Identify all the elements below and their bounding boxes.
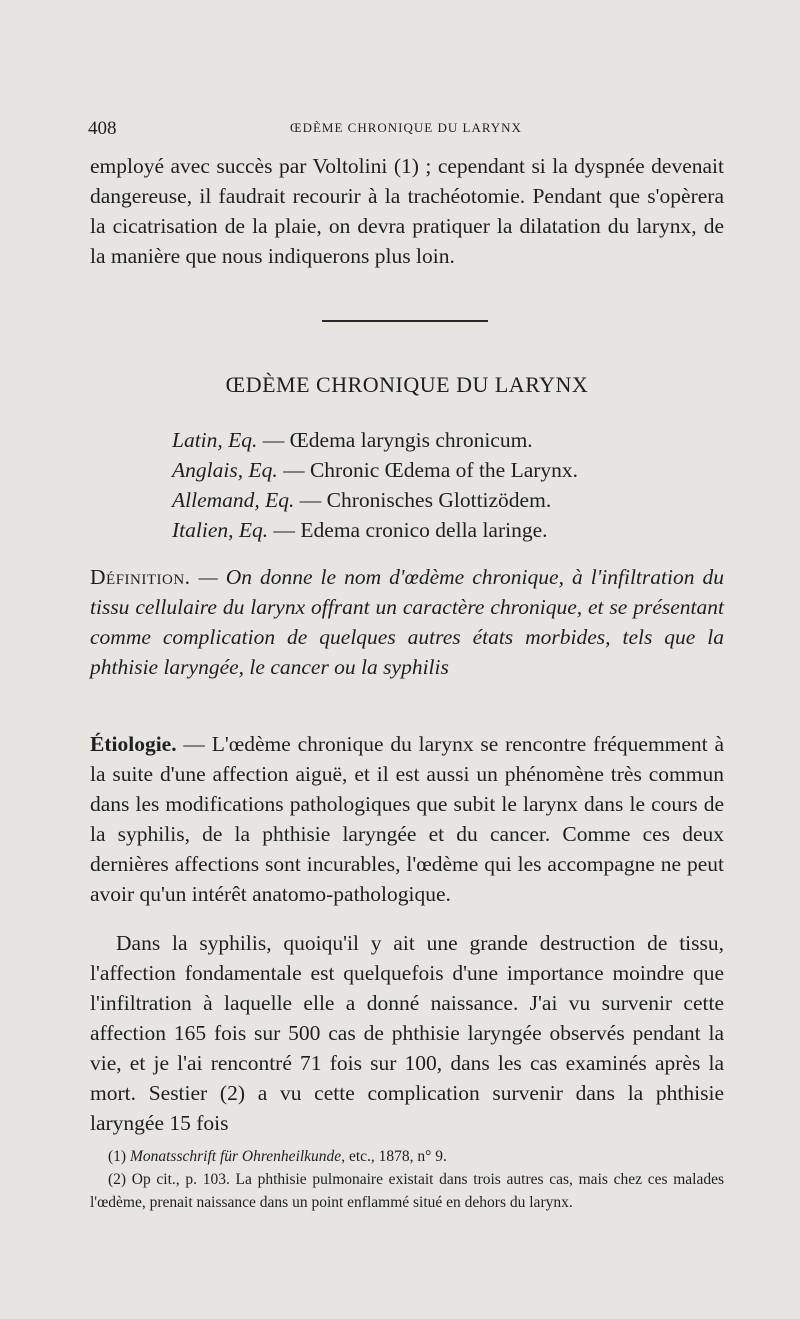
etiology-label: Étiologie. (90, 732, 177, 756)
footnote-text: , etc., 1878, n° 9. (341, 1148, 447, 1165)
synonym-german (172, 485, 732, 515)
synonym-english (172, 455, 732, 485)
synonym-term: — Edema cronico della laringe. (268, 518, 548, 542)
synonyms-list (172, 425, 732, 545)
footnote-1 (90, 1145, 724, 1168)
footnote-text: Op cit., p. 103. La phthisie pulmonaire existait dans trois autres cas, mais chez ces malades l'œdème, prenait naissance dans un point enflammé situé en dehors du larynx. (90, 1171, 724, 1211)
page-number: 408 (88, 118, 117, 139)
syphilis-paragraph: Dans la syphilis, quoiqu'il y ait une grande destruction de tissu, l'affection fondamentale est quelquefois d'une importance moindre que l'infiltration à laquelle elle a donné naissance. J'ai vu survenir cette affection 165 fois sur 500 cas de phthisie laryngée observés pendant la vie, et je l'ai rencontré 71 fois sur 100, dans les cas examinés après la mort. Sestier (2) a vu cette complication survenir dans la phthisie laryngée 15 fois (90, 931, 724, 1135)
footnote-title: Monatsschrift für Ohrenheilkunde (129, 1148, 342, 1165)
etiology-paragraph (90, 729, 724, 909)
synonym-term: — Chronisches Glottizödem. (294, 488, 552, 512)
synonym-term: — Œdema laryngis chronicum. (257, 428, 533, 452)
footnote-mark: (1) (108, 1148, 130, 1165)
etiology-text: — L'œdème chronique du larynx se rencontre fréquemment à la suite d'une affection aiguë, et il est aussi un phénomène très commun dans les modifications pathologiques que subit le larynx dans le cours de la syphilis, de la phthisie laryngée et du cancer. Comme ces deux dernières affections sont incurables, l'œdème qui les accompagne ne peut avoir qu'un intérêt anatomo-pathologique. (90, 732, 724, 906)
synonym-language: Allemand, Eq. (172, 488, 295, 512)
footnotes (90, 1145, 724, 1214)
synonym-language: Italien, Eq. (172, 518, 269, 542)
synonym-latin (172, 425, 732, 455)
synonym-term: — Chronic Œdema of the Larynx. (277, 458, 579, 482)
definition-label: Définition. (90, 565, 191, 589)
paragraph-continuation: employé avec succès par Voltolini (1) ; cependant si la dyspnée devenait dangereuse, il faudrait recourir à la trachéotomie. Pendant que s'opèrera la cicatrisation de la plaie, on devra pratiquer la dilatation du larynx, de la manière que nous indiquerons plus loin. (90, 154, 724, 268)
section-title: ŒDÈME CHRONIQUE DU LARYNX (225, 372, 589, 397)
page-header (88, 118, 724, 138)
synonym-language: Latin, Eq. (172, 428, 258, 452)
synonym-language: Anglais, Eq. (172, 458, 278, 482)
section-divider (322, 320, 488, 322)
footnote-2 (90, 1168, 724, 1214)
definition-paragraph (90, 562, 724, 682)
synonym-italian (172, 515, 732, 545)
running-head: ŒDÈME CHRONIQUE DU LARYNX (290, 120, 522, 135)
footnote-mark: (2) (108, 1171, 132, 1188)
definition-text: — On donne le nom d'œdème chronique, à l'infiltration du tissu cellulaire du larynx offrant un caractère chronique, et se présentant comme complication de quelques autres états morbides, tels que la phthisie laryngée, le cancer ou la syphilis (90, 565, 724, 679)
